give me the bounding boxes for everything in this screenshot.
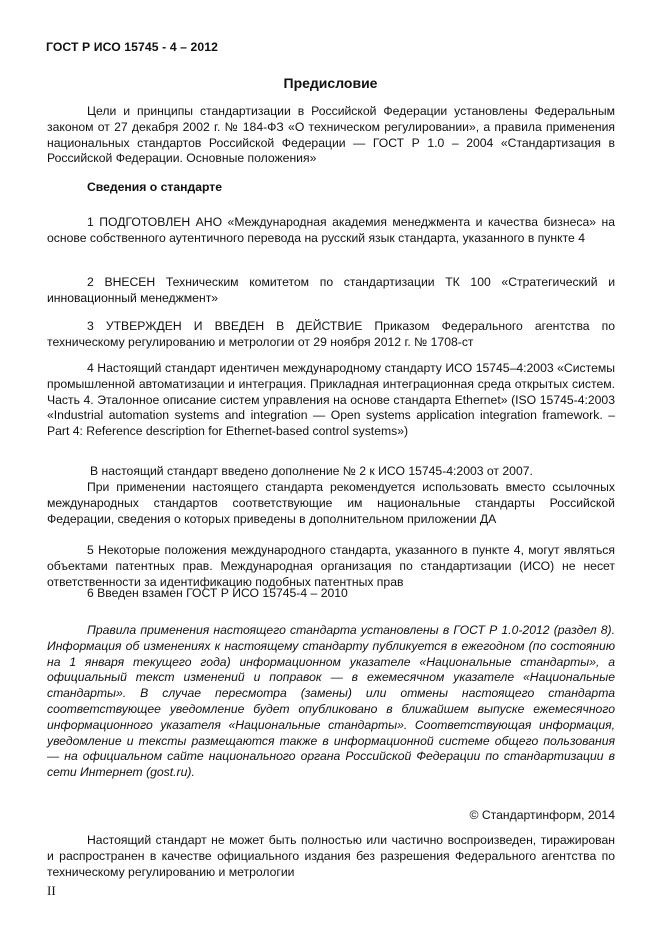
supplement-note [47, 464, 615, 480]
intro-paragraph [47, 104, 615, 167]
references-text: При применении настоящего стандарта рекомендуется использовать вместо ссылочных международных стандартов соответствующие им национальные стандарты Российской Федерации, сведения о которых приведены в дополнительном приложении ДА [47, 480, 615, 526]
item-2-text: 2 ВНЕСЕН Техническим комитетом по стандартизации ТК 100 «Стратегический и инновационный менеджмент» [47, 275, 615, 305]
item-3-text: 3 УТВЕРЖДЕН И ВВЕДЕН В ДЕЙСТВИЕ Приказом Федерального агентства по техническому регулированию и метрологии от 29 ноября 2012 г. № 1708-ст [47, 319, 615, 349]
intro-text: Цели и принципы стандартизации в Российской Федерации установлены Федеральным законом от 27 декабря 2002 г. № 184-ФЗ «О техническом регулировании», а правила применения национальных стандартов Российской Федерации — ГОСТ Р 1.0 – 2004 «Стандартизация в Российской Федерации. Основные положения» [47, 104, 615, 166]
page-title: Предисловие [283, 75, 378, 91]
subheading: Сведения о стандарте [87, 180, 223, 194]
references-note [47, 480, 615, 527]
item-4 [47, 361, 615, 440]
item-2 [47, 275, 615, 307]
supplement-text: В настоящий стандарт введено дополнение № 2 к ИСО 15745-4:2003 от 2007. [90, 464, 533, 478]
copyright: © Стандартинформ, 2014 [469, 808, 615, 822]
item-4-text: 4 Настоящий стандарт идентичен международному стандарту ИСО 15745–4:2003 «Системы промышленной автоматизации и интеграция. Прикладная интеграционная среда открытых систем. Часть 4. Эталонное описание систем управления на основе стандарта Ethernet» (ISO 15745-4:2003 «Industrial automation systems and integration — Open systems application integration framework. – Part 4: Reference description for Ethernet-based control systems») [47, 361, 615, 439]
reproduction-text: Настоящий стандарт не может быть полностью или частично воспроизведен, тиражирован и распространен в качестве официального издания без разрешения Федерального агентства по техническому регулированию и метрологии [47, 833, 615, 879]
item-5-text: 5 Некоторые положения международного стандарта, указанного в пункте 4, могут являться объектами патентных прав. Международная организация по стандартизации (ИСО) не несет ответственности за идентификацию подобных патентных прав [47, 543, 615, 589]
item-6 [47, 586, 615, 602]
item-6-text: 6 Введен взамен ГОСТ Р ИСО 15745-4 – 2010 [87, 586, 348, 600]
reproduction-notice [47, 833, 615, 880]
item-1 [47, 215, 615, 247]
item-3 [47, 319, 615, 351]
item-1-text: 1 ПОДГОТОВЛЕН АНО «Международная академия менеджмента и качества бизнеса» на основе собственного аутентичного перевода на русский язык стандарта, указанного в пункте 4 [47, 215, 615, 245]
item-5 [47, 543, 615, 590]
document-header: ГОСТ Р ИСО 15745 - 4 – 2012 [46, 40, 219, 54]
rules-paragraph [47, 623, 615, 781]
page-number: II [47, 883, 56, 898]
rules-text: Правила применения настоящего стандарта установлены в ГОСТ Р 1.0-2012 (раздел 8). Информация об изменениях к настоящему стандарту публикуется в ежегодном (по состоянию на 1 января текущего года) информационном указателе «Национальные стандарты», а официальный текст изменений и поправок — в ежемесячном указателе «Национальные стандарты». В случае пересмотра (замены) или отмены настоящего стандарта соответствующее уведомление будет опубликовано в ближайшем выпуске ежемесячного информационного указателя «Национальные стандарты». Соответствующая информация, уведомление и тексты размещаются также в информационной системе общего пользования — на официальном сайте национального органа Российской Федерации по стандартизации в сети Интернет (gost.ru). [47, 623, 615, 780]
